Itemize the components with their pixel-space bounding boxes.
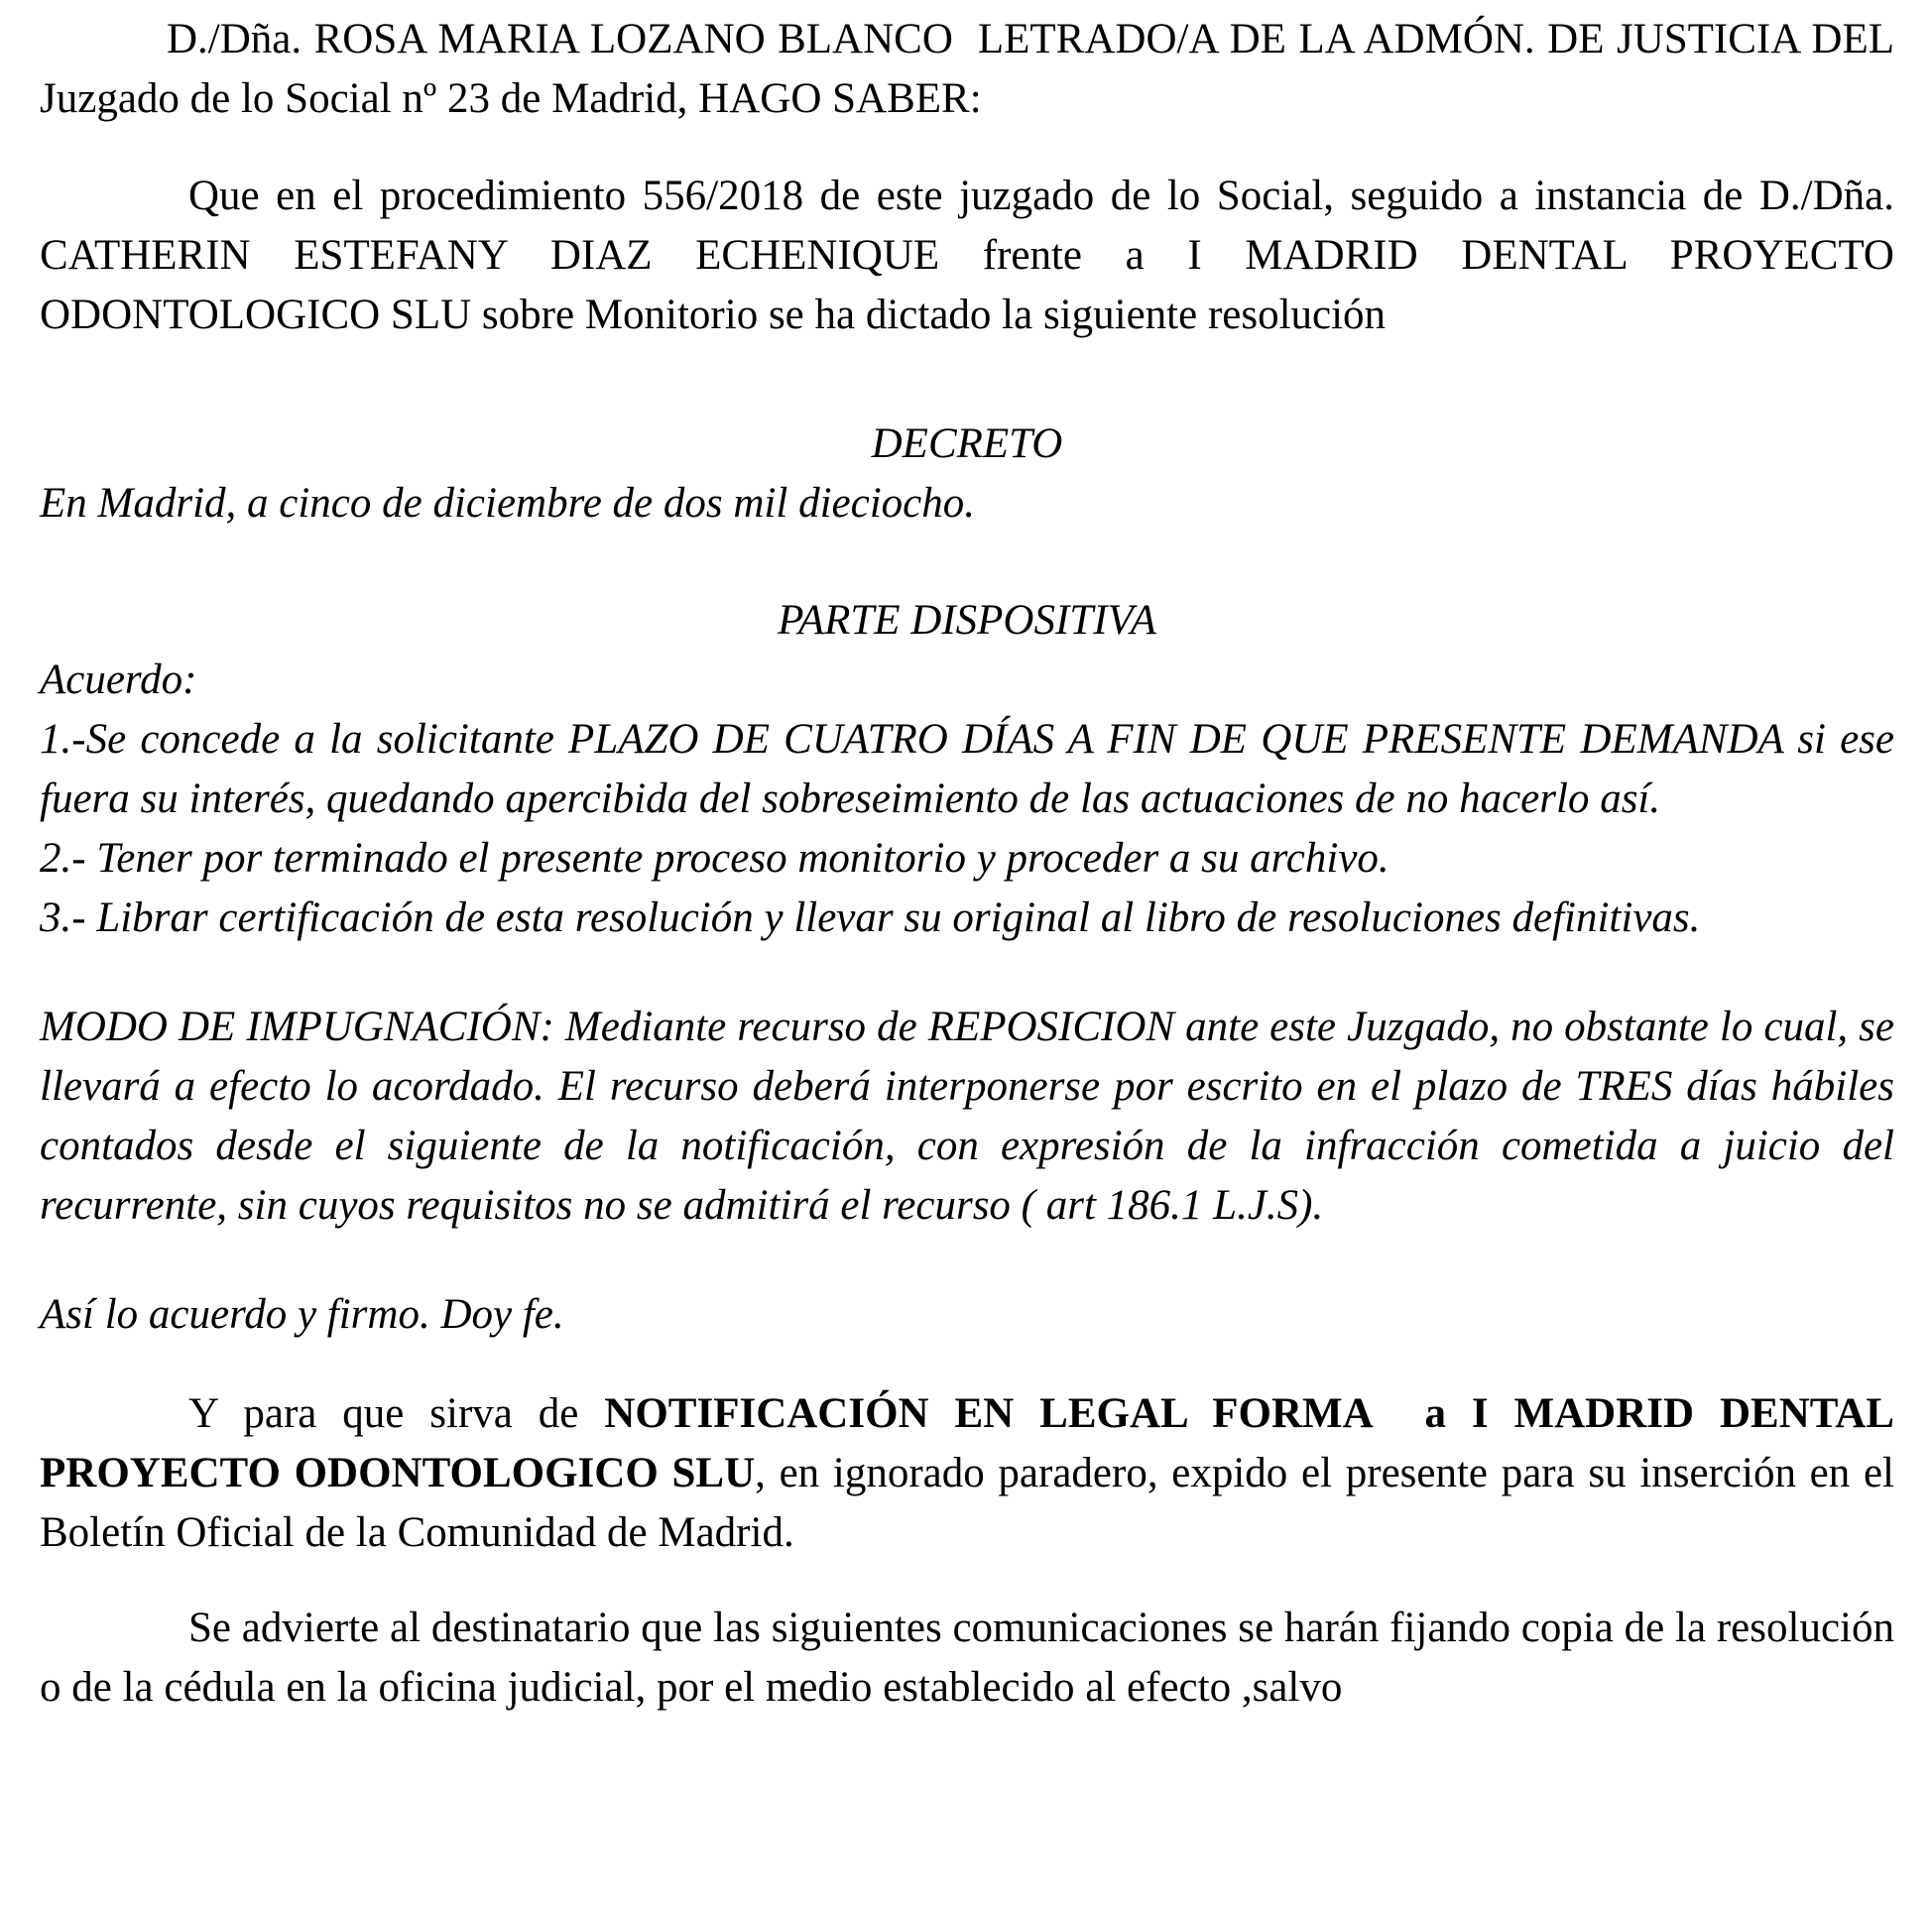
acuerdo-item-2: 2.- Tener por terminado el presente proceso monitorio y proceder a su archivo. xyxy=(40,835,1389,882)
notification-paragraph xyxy=(40,1384,1894,1563)
notification-prefix: Y para que sirva de xyxy=(188,1390,605,1437)
notification-emphasis: NOTIFICACIÓN EN LEGAL FORMA a I MADRID DENTAL PROYECTO ODONTOLOGICO SLU xyxy=(40,1390,1894,1496)
impugnacion-paragraph: MODO DE IMPUGNACIÓN: Mediante recurso de REPOSICION ante este Juzgado, no obstante lo cual, se llevará a efecto lo acordado. El recurso deberá interponerse por escrito en el plazo de TRES días hábiles contados desde el siguiente de la notificación, con expresión de la infracción cometida a juicio del recurrente, sin cuyos requisitos no se admitirá el recurso ( art 186.1 L.J.S). xyxy=(40,1004,1894,1229)
acuerdo-item-1: 1.-Se concede a la solicitante PLAZO DE CUATRO DÍAS A FIN DE QUE PRESENTE DEMANDA si ese fuera su interés, quedando apercibida del sobreseimiento de las actuaciones de no hacerlo así. xyxy=(40,716,1894,822)
decreto-heading: DECRETO xyxy=(871,420,1063,467)
header-paragraph: D./Dña. ROSA MARIA LOZANO BLANCO LETRADO/A DE LA ADMÓN. DE JUSTICIA DEL Juzgado de lo Social nº 23 de Madrid, HAGO SABER: xyxy=(40,16,1894,122)
closing-paragraph: Así lo acuerdo y firmo. Doy fe. xyxy=(40,1291,564,1338)
acuerdo-label: Acuerdo: xyxy=(40,656,197,703)
decreto-place-date: En Madrid, a cinco de diciembre de dos mil dieciocho. xyxy=(40,480,975,527)
acuerdo-item-3: 3.- Librar certificación de esta resolución y llevar su original al libro de resoluciones definitivas. xyxy=(40,894,1701,941)
procedure-paragraph: Que en el procedimiento 556/2018 de este juzgado de lo Social, seguido a instancia de D./Dña. CATHERIN ESTEFANY DIAZ ECHENIQUE frente a I MADRID DENTAL PROYECTO ODONTOLOGICO SLU sobre Monitorio se ha dictado la siguiente resolución xyxy=(40,173,1894,338)
notification-suffix: , en ignorado paradero, expido el presente para su inserción en el Boletín Oficial de la Comunidad de Madrid. xyxy=(40,1450,1894,1556)
warning-paragraph: Se advierte al destinatario que las siguientes comunicaciones se harán fijando copia de la resolución o de la cédula en la oficina judicial, por el medio establecido al efecto ,salvo xyxy=(40,1605,1894,1711)
parte-dispositiva-heading: PARTE DISPOSITIVA xyxy=(778,597,1156,644)
